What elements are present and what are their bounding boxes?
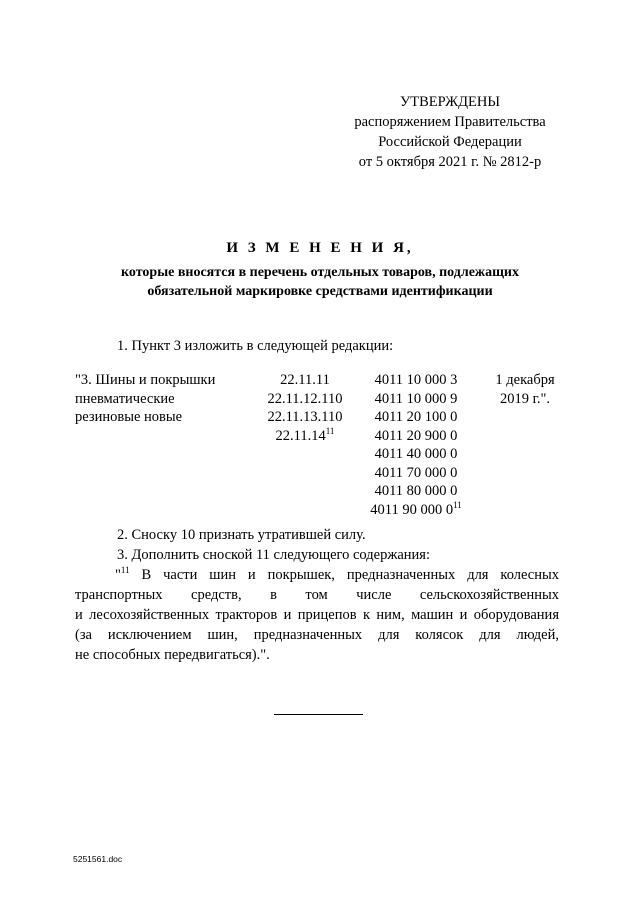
tnved-code: 4011 10 000 9 [374,390,458,407]
footnote-line: не способных передвигаться).". [75,647,270,663]
document-title: И З М Е Н Е Н И Я, [226,240,414,256]
goods-name-line: пневматические [75,390,175,407]
tnved-code-last [366,501,466,520]
okpd-code: 22.11.14 [275,427,326,444]
okpd-code: 22.11.13.110 [267,409,343,425]
tnved-code: 4011 90 000 0 [370,501,454,518]
item-3: 3. Дополнить сноской 11 следующего содержания: [117,547,431,563]
footnote-line [75,565,559,585]
okpd-code: 22.11.11 [280,372,330,388]
footnote-line-text: В части шин и покрышек, предназначенных для колесных [129,567,559,583]
okpd-code-last [250,427,360,446]
approval-heading: УТВЕРЖДЕНЫ [399,94,501,110]
tnved-code: 4011 10 000 3 [374,372,458,388]
footnote-ref: 11 [120,565,130,576]
tnved-code: 4011 80 000 0 [374,483,458,499]
footnote-text [75,565,559,665]
tnved-code: 4011 40 000 0 [374,446,458,462]
footnote-line: (за исключением шин, предназначенных для колясок для людей, [75,627,559,643]
okpd-code: 22.11.12.110 [267,390,343,407]
tnved-code-column [366,371,466,519]
approval-line: Российской Федерации [378,134,522,150]
tnved-code: 4011 70 000 0 [374,464,458,481]
effective-date-line: 2019 г.". [499,390,551,407]
subtitle-line: которые вносятся в перечень отдельных товаров, подлежащих [121,265,519,280]
subtitle-line: обязательной маркировке средствами идентификации [147,284,493,299]
tnved-code: 4011 20 900 0 [374,427,458,444]
tnved-code: 4011 20 100 0 [374,409,458,425]
footnote-line: и лесохозяйственных тракторов и прицепов к ним, машин и оборудования [75,607,559,623]
okpd-code-column [250,371,360,445]
goods-name-line: резиновые новые [75,409,183,425]
effective-date-column [480,371,570,408]
document-subtitle [0,263,640,301]
goods-name-column [75,371,215,427]
footnote-ref: 11 [453,499,462,510]
item-1: 1. Пункт 3 изложить в следующей редакции: [117,338,394,354]
closing-rule [274,714,363,715]
approval-date: от 5 октября 2021 г. № 2812-р [358,154,542,170]
footnote-quote: " [115,567,121,583]
doc-file-number: 5251561.doc [73,854,123,864]
effective-date-line: 1 декабря [495,372,555,388]
goods-name-line: "3. Шины и покрышки [75,372,216,388]
approval-line: распоряжением Правительства [354,114,546,130]
footnote-ref: 11 [325,425,335,436]
footnote-line: транспортных средств, в том числе сельскохозяйственных [75,587,559,603]
item-2: 2. Сноску 10 признать утратившей силу. [117,527,366,543]
approval-block [340,92,560,172]
